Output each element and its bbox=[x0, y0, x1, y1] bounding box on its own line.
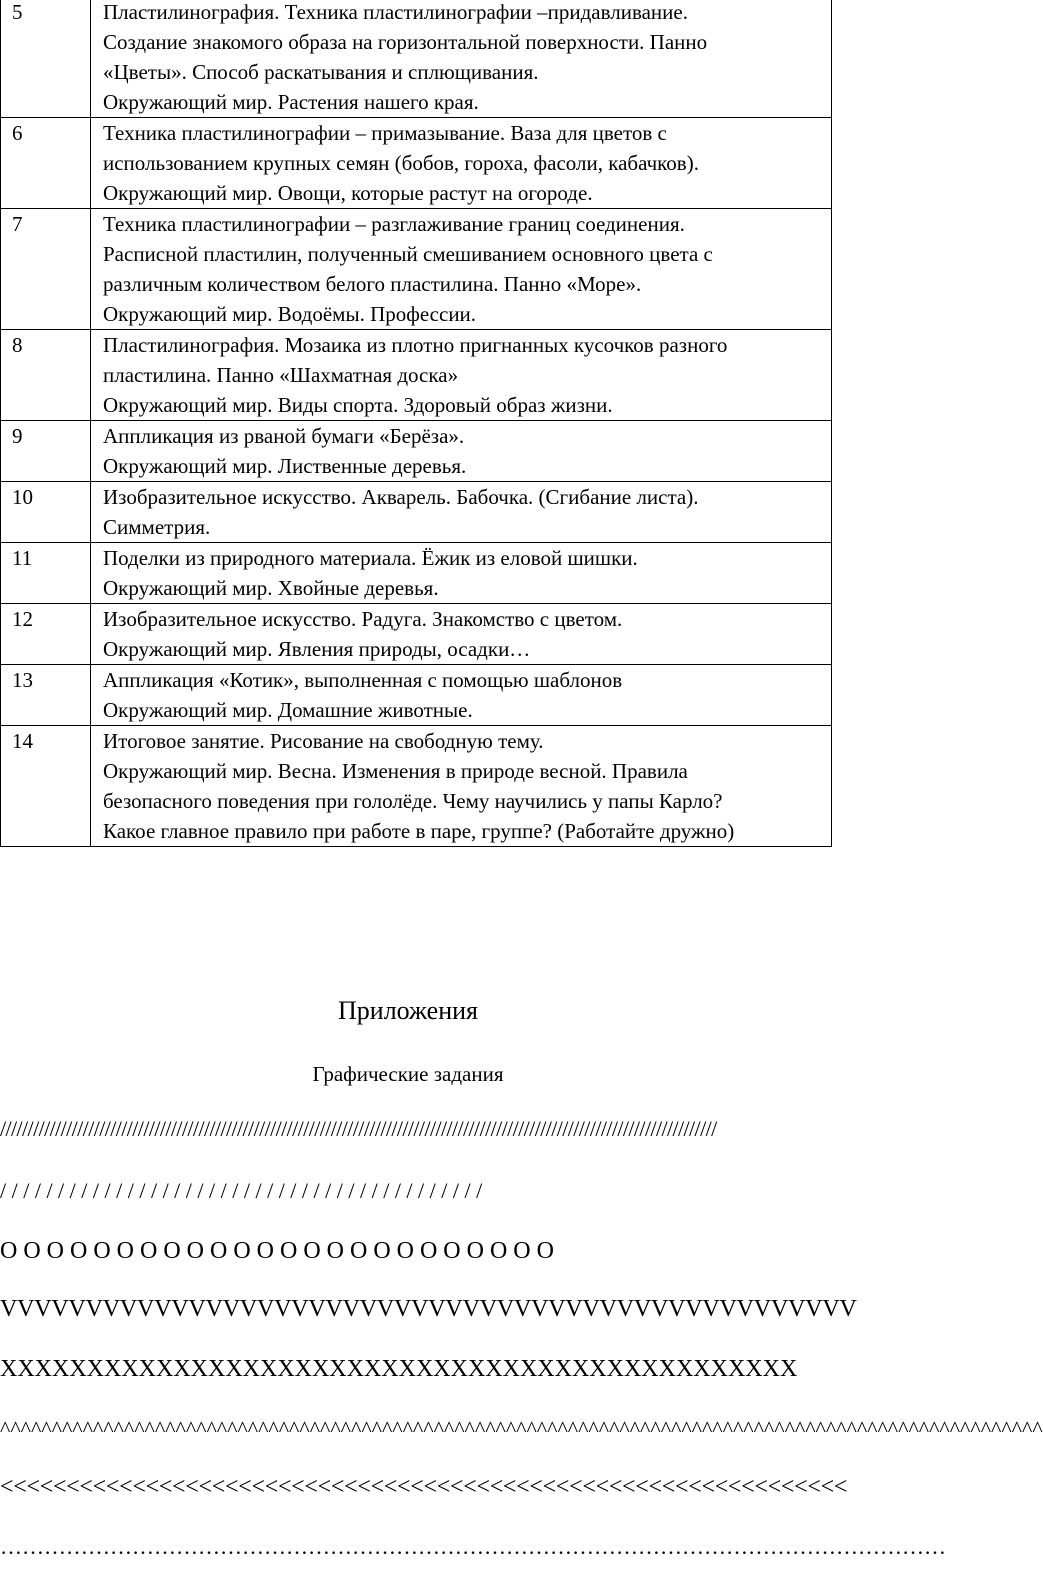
lesson-topic-line: Окружающий мир. Лиственные деревья. bbox=[103, 454, 467, 478]
exercise-line-circles: О О О О О О О О О О О О О О О О О О О О О О О О bbox=[0, 1238, 554, 1264]
lesson-topic-line: «Цветы». Способ раскатывания и сплющивания. bbox=[103, 60, 539, 84]
table-row bbox=[1, 209, 832, 330]
lesson-topic bbox=[91, 330, 832, 421]
lesson-topic-line: Изобразительное искусство. Радуга. Знакомство с цветом. bbox=[103, 607, 623, 631]
lesson-topic bbox=[91, 421, 832, 482]
lesson-topic-line: Окружающий мир. Овощи, которые растут на огороде. bbox=[103, 181, 593, 205]
lesson-topic-line: Окружающий мир. Хвойные деревья. bbox=[103, 576, 439, 600]
table-row bbox=[1, 482, 832, 543]
lesson-number: 13 bbox=[1, 665, 91, 726]
lesson-topic-line: Пластилинография. Техника пластилинографии –придавливание. bbox=[103, 0, 688, 24]
lesson-topic-line: Окружающий мир. Водоёмы. Профессии. bbox=[103, 302, 477, 326]
lesson-topic bbox=[91, 482, 832, 543]
lesson-topic bbox=[91, 604, 832, 665]
lesson-topic bbox=[91, 726, 832, 847]
lesson-number: 12 bbox=[1, 604, 91, 665]
exercise-line-dots: ………………………………………………………………………………………………………………… bbox=[0, 1534, 946, 1559]
lesson-plan-table bbox=[0, 0, 832, 847]
lesson-topic-line: различным количеством белого пластилина. Панно «Море». bbox=[103, 272, 642, 296]
lesson-number: 9 bbox=[1, 421, 91, 482]
lesson-topic-line: Какое главное правило при работе в паре, группе? (Работайте дружно) bbox=[103, 819, 735, 843]
lesson-topic-line: пластилина. Панно «Шахматная доска» bbox=[103, 363, 459, 387]
appendix-title: Приложения bbox=[338, 996, 478, 1025]
lesson-topic bbox=[91, 118, 832, 209]
table-row bbox=[1, 543, 832, 604]
lesson-topic-line: Окружающий мир. Домашние животные. bbox=[103, 698, 473, 722]
lesson-topic bbox=[91, 665, 832, 726]
appendix-subtitle: Графические задания bbox=[312, 1062, 504, 1086]
lesson-topic-line: Техника пластилинографии – примазывание. Ваза для цветов с bbox=[103, 121, 667, 145]
lesson-topic-line: Создание знакомого образа на горизонтальной поверхности. Панно bbox=[103, 30, 708, 54]
lesson-topic-line: Окружающий мир. Виды спорта. Здоровый образ жизни. bbox=[103, 393, 613, 417]
lesson-number: 14 bbox=[1, 726, 91, 847]
exercise-line-slashes-spaced: / / / / / / / / / / / / / / / / / / / / / / / / / / / / / / / / / / / / / / / / / / bbox=[0, 1178, 483, 1203]
lesson-number: 11 bbox=[1, 543, 91, 604]
exercise-line-carets: ^^^^^^^^^^^^^^^^^^^^^^^^^^^^^^^^^^^^^^^^^^^^^^^^^^^^^^^^^^^^^^^^^^^^^^^^^^^^^^^^^^^^^^^^^^^^^^^^^^^^^ bbox=[0, 1416, 1043, 1441]
table-row bbox=[1, 118, 832, 209]
lesson-topic-line: Пластилинография. Мозаика из плотно пригнанных кусочков разного bbox=[103, 333, 728, 357]
exercise-line-v: VVVVVVVVVVVVVVVVVVVVVVVVVVVVVVVVVVVVVVVVVVVVVVVVVV bbox=[0, 1296, 857, 1322]
lesson-topic-line: Окружающий мир. Весна. Изменения в природе весной. Правила bbox=[103, 759, 688, 783]
lesson-topic-line: использованием крупных семян (бобов, гороха, фасоли, кабачков). bbox=[103, 151, 699, 175]
lesson-topic-line: безопасного поведения при гололёде. Чему научились у папы Карло? bbox=[103, 789, 723, 813]
lesson-topic-line: Окружающий мир. Явления природы, осадки… bbox=[103, 637, 531, 661]
lesson-topic-line: Расписной пластилин, полученный смешиванием основного цвета с bbox=[103, 242, 713, 266]
lesson-topic-line: Аппликация из рваной бумаги «Берёза». bbox=[103, 424, 465, 448]
lesson-topic bbox=[91, 543, 832, 604]
table-row bbox=[1, 665, 832, 726]
table-row bbox=[1, 604, 832, 665]
lesson-number: 8 bbox=[1, 330, 91, 421]
lesson-topic-line: Техника пластилинографии – разглаживание границ соединения. bbox=[103, 212, 685, 236]
lesson-topic bbox=[91, 209, 832, 330]
lesson-topic-line: Симметрия. bbox=[103, 515, 211, 539]
lesson-number: 7 bbox=[1, 209, 91, 330]
lesson-topic-line: Поделки из природного материала. Ёжик из еловой шишки. bbox=[103, 546, 638, 570]
exercise-line-angles: <<<<<<<<<<<<<<<<<<<<<<<<<<<<<<<<<<<<<<<<<<<<<<<<<<<<<<<<<<<<<<<< bbox=[0, 1474, 848, 1500]
lesson-topic-line: Окружающий мир. Растения нашего края. bbox=[103, 90, 479, 114]
table-row bbox=[1, 0, 832, 118]
exercise-line-x: ХХХХХХХХХХХХХХХХХХХХХХХХХХХХХХХХХХХХХХХХХХХХХХ bbox=[0, 1356, 798, 1382]
table-row bbox=[1, 330, 832, 421]
lesson-topic-line: Изобразительное искусство. Акварель. Бабочка. (Сгибание листа). bbox=[103, 485, 699, 509]
lesson-topic-line: Итоговое занятие. Рисование на свободную тему. bbox=[103, 729, 544, 753]
lesson-number: 6 bbox=[1, 118, 91, 209]
lesson-topic bbox=[91, 0, 832, 118]
table-row bbox=[1, 726, 832, 847]
lesson-topic-line: Аппликация «Котик», выполненная с помощью шаблонов bbox=[103, 668, 623, 692]
lesson-number: 10 bbox=[1, 482, 91, 543]
exercise-line-slashes-dense: ////////////////////////////////////////////////////////////////////////////////////////////////////////////////////////////////// bbox=[0, 1116, 717, 1141]
table-row bbox=[1, 421, 832, 482]
lesson-number: 5 bbox=[1, 0, 91, 118]
